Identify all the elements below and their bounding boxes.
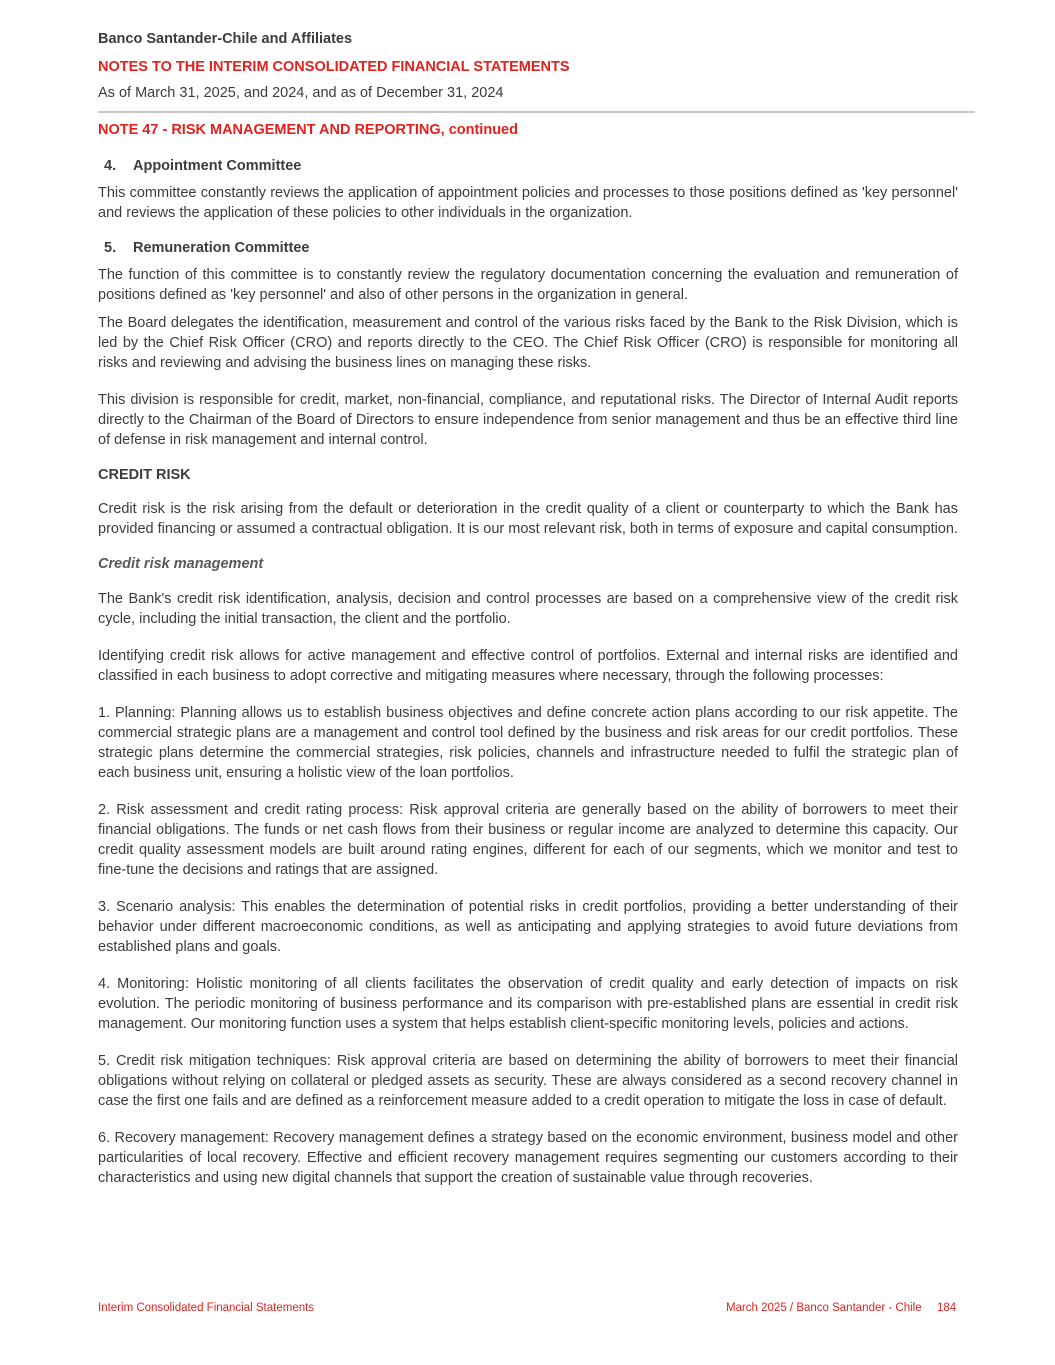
committee-heading [104, 158, 958, 174]
header-divider [98, 111, 975, 113]
committee-title: Appointment Committee [133, 158, 302, 174]
list-paragraph: 4. Monitoring: Holistic monitoring of all clients facilitates the observation of credit quality and early detection of impacts on risk evolution. The periodic monitoring of business performance and its comparison with pre-established plans are essential in credit risk management. Our monitoring function uses a system that helps establish client-specific monitoring levels, policies and actions. [98, 976, 958, 1032]
paragraph: This division is responsible for credit, market, non-financial, compliance, and reputational risks. The Director of Internal Audit reports directly to the Chairman of the Board of Directors to ensure independence from senior management and thus be an effective third line of defense in risk management and internal control. [98, 392, 958, 448]
company-name: Banco Santander-Chile and Affiliates [98, 31, 353, 47]
paragraph: Credit risk is the risk arising from the default or deterioration in the credit quality of a client or counterparty to which the Bank has provided financing or assumed a contractual obligation. It is our most relevant risk, both in terms of exposure and capital consumption. [98, 501, 958, 537]
footer-document-title: Interim Consolidated Financial Statements [98, 1302, 315, 1314]
list-paragraph: 6. Recovery management: Recovery management defines a strategy based on the economic environment, business model and other particularities of local recovery. Effective and efficient recovery management requires segmenting our customers according to their characteristics and using new digital channels that support the creation of sustainable value through recoveries. [98, 1130, 958, 1186]
list-paragraph: 2. Risk assessment and credit rating process: Risk approval criteria are generally based on the ability of borrowers to meet their financial obligations. The funds or net cash flows from their business or regular income are analyzed to determine this capacity. Our credit quality assessment models are built around rating engines, different for each of our segments, which we monitor and test to fine-tune the decisions and ratings that are assigned. [98, 802, 958, 878]
paragraph: The Board delegates the identification, measurement and control of the various risks faced by the Bank to the Risk Division, which is led by the Chief Risk Officer (CRO) and reports directly to the CEO. The Chief Risk Officer (CRO) is responsible for monitoring all risks and reviewing and advising the business lines on managing these risks. [98, 315, 958, 371]
list-paragraph: 1. Planning: Planning allows us to establish business objectives and define concrete action plans according to our risk appetite. The commercial strategic plans are a management and control tool defined by the business and risk areas for our credit portfolios. These strategic plans determine the commercial strategies, risk policies, channels and infrastructure needed to fulfil the strategic plan of each business unit, ensuring a holistic view of the loan portfolios. [98, 705, 958, 781]
list-paragraph: 5. Credit risk mitigation techniques: Risk approval criteria are based on determining the ability of borrowers to meet their financial obligations without relying on collateral or pledged assets as security. These are always considered as a second recovery channel in case the first one fails and are defined as a reinforcement measure added to a credit operation to mitigate the loss in case of default. [98, 1053, 958, 1109]
page-number: 184 [937, 1302, 957, 1314]
paragraph: The function of this committee is to constantly review the regulatory documentation concerning the evaluation and remuneration of positions defined as 'key personnel' and also of other persons in the organization in general. [98, 267, 958, 303]
section-heading: CREDIT RISK [98, 467, 191, 483]
committee-title: Remuneration Committee [133, 240, 310, 256]
footer-publication: March 2025 / Banco Santander - Chile [726, 1302, 922, 1314]
notes-title: NOTES TO THE INTERIM CONSOLIDATED FINANCIAL STATEMENTS [98, 59, 570, 75]
committee-number: 4. [104, 158, 117, 174]
list-paragraph: 3. Scenario analysis: This enables the determination of potential risks in credit portfolios, providing a better understanding of their behavior under different macroeconomic conditions, as well as anticipating and applying strategies to avoid future deviations from established plans and goals. [98, 899, 958, 955]
paragraph: The Bank's credit risk identification, analysis, decision and control processes are based on a comprehensive view of the credit risk cycle, including the initial transaction, the client and the portfolio. [98, 591, 958, 627]
period-line: As of March 31, 2025, and 2024, and as of December 31, 2024 [98, 85, 504, 101]
paragraph: This committee constantly reviews the application of appointment policies and processes to those positions defined as 'key personnel' and reviews the application of these policies to other individuals in the organization. [98, 185, 958, 221]
note-title: NOTE 47 - RISK MANAGEMENT AND REPORTING, continued [98, 122, 518, 138]
subsection-heading: Credit risk management [98, 556, 264, 572]
note-content [98, 158, 958, 1188]
committee-heading [104, 240, 958, 256]
paragraph: Identifying credit risk allows for active management and effective control of portfolios. External and internal risks are identified and classified in each business to adopt corrective and mitigating measures where necessary, through the following processes: [98, 648, 958, 684]
committee-number: 5. [104, 240, 117, 256]
